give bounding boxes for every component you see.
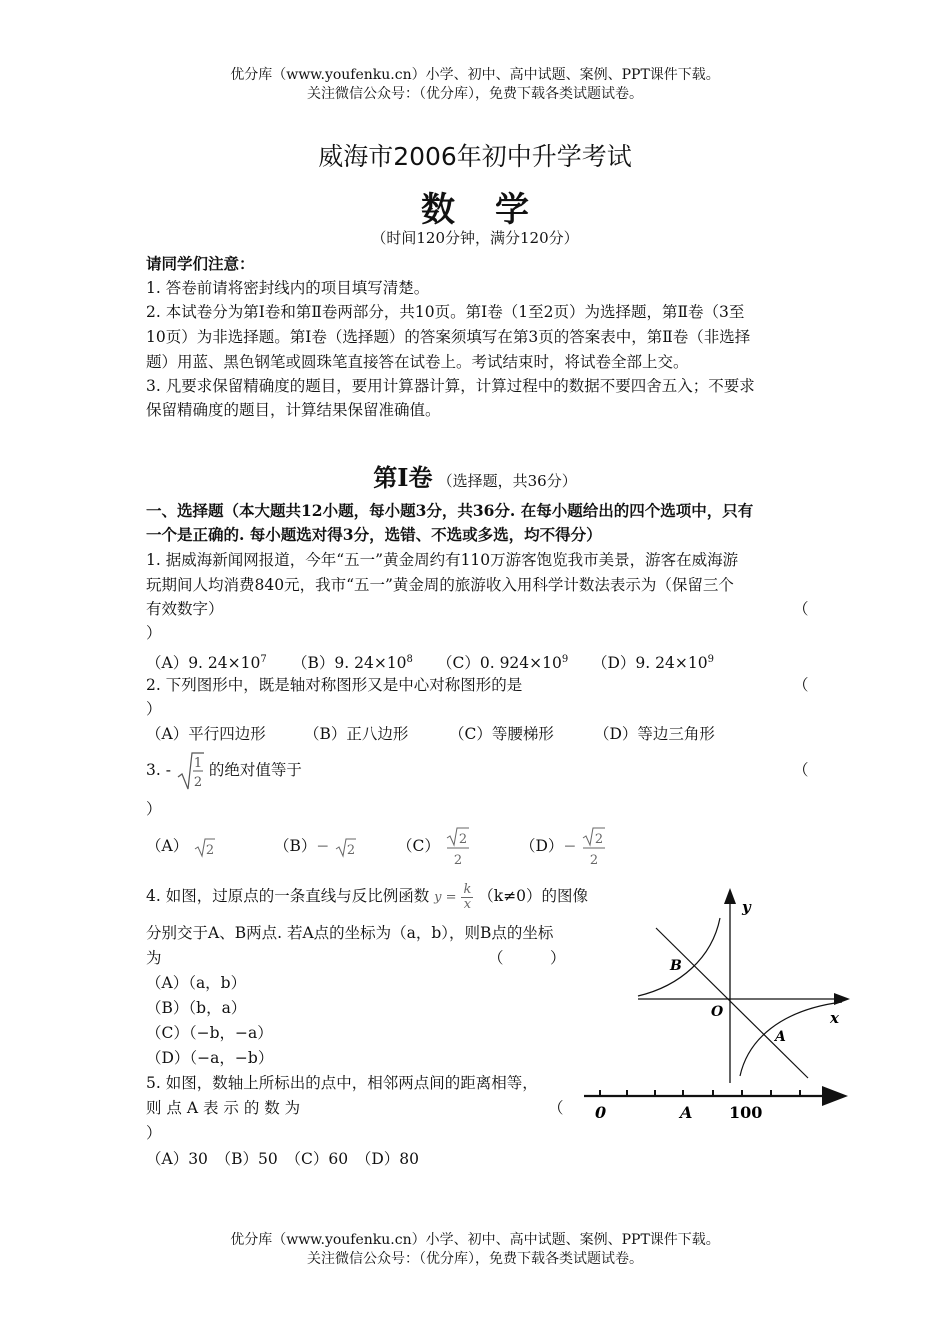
exam-title: 威海市2006年初中升学考试 [318,142,632,171]
q4-stem-line-2: 分别交于A、B两点. 若A点的坐标为（a，b），则B点的坐标 [146,924,554,942]
q1-option-b: （B）9. $24\times 10^8$ [292,654,413,673]
svg-text:2: 2 [206,843,215,858]
q2-option-b: （B）正八边形 [304,725,409,743]
y-axis-arrow [724,888,736,904]
q1-stem-line-3: 有效数字） [146,600,224,618]
point-a-label: A [775,1029,786,1045]
point-b-label: B [670,958,682,974]
q3-option-d: （D）− 2 2 [520,826,607,867]
q3-option-c: （C） 2 2 [397,826,471,867]
q3-option-c-frac [445,827,471,867]
q5-stem-line-2: 则 点 A 表 示 的 数 为 [146,1099,301,1117]
notice-item-2-line-1: 2. 本试卷分为第Ⅰ卷和第Ⅱ卷两部分，共10页。第Ⅰ卷（1至2页）为选择题，第Ⅱ卷（3至 [146,303,745,321]
section-1-intro-line-1: 一、选择题（本大题共12小题，每小题3分，共36分. 在每小题给出的四个选项中，只有 [146,501,754,520]
y-axis-label: y [742,898,751,916]
q1-answer-paren-close: ） [146,624,162,642]
time-note: （时间120分钟，满分120分） [371,229,579,247]
q5-answer-paren-open: （ [548,1099,564,1117]
q1-stem-line-1: 1. 据威海新闻网报道，今年“五一”黄金周约有110万游客饱览我市美景，游客在威海游 [146,551,739,569]
q2-option-d: （D）等边三角形 [594,725,715,743]
label-hundred: 100 [729,1103,763,1122]
q5-stem-line-1: 5. 如图，数轴上所标出的点中，相邻两点间的距离相等， [146,1074,538,1092]
svg-text:2: 2 [590,853,599,867]
notice-heading: 请同学们注意： [146,254,255,273]
q3-option-b: （B）− 2 [274,837,356,858]
q1-option-d: （D）9. $24\times 10^9$ [592,654,714,673]
q3-stem: 3. - 1 2 的绝对值等于 [146,750,302,791]
section-1-intro-line-2: 一个是正确的. 每小题选对得3分，选错、不选或多选，均不得分） [146,525,602,544]
hyperbola-branch-4 [740,1002,842,1076]
q4-option-c: （C）（−b，−a） [146,1024,273,1042]
q2-option-c: （C）等腰梯形 [449,725,554,743]
header-line-2: 关注微信公众号：（优分库），免费下载各类试题试卷。 [307,86,643,102]
section-1-heading [0,458,950,493]
q3-option-a-sqrt [193,836,215,858]
q3-option-a: （A） 2 [146,837,215,858]
q3-frac-den: 2 [193,775,203,790]
q2-option-a: （A）平行四边形 [146,725,266,743]
footer-line-1: 优分库（www.youfenku.cn）小学、初中、高中试题、案例、PPT课件下载。 [230,1232,720,1248]
q5-options: （A）30 （B）50 （C）60 （D）80 [146,1150,420,1168]
q5-number-line [580,1080,850,1125]
footer-line-2: 关注微信公众号：（优分库），免费下载各类试题试卷。 [307,1251,643,1267]
q4-option-b: （B）（b，a） [146,999,247,1017]
notice-item-3-line-1: 3. 凡要求保留精确度的题目，要用计算器计算，计算过程中的数据不要四舍五入；不要求 [146,377,755,395]
notice-item-2-line-3: 题）用蓝、黑色钢笔或圆珠笔直接答在试卷上。考试结束时，将试卷全部上交。 [146,353,689,371]
label-a: A [680,1103,693,1122]
q3-answer-paren-close: ） [146,800,162,818]
q2-answer-paren-open: （ [793,676,809,694]
q4-func-fraction: $\frac{k}{x}$ [463,881,472,912]
q5-answer-paren-close: ） [146,1124,162,1142]
header-line-1: 优分库（www.youfenku.cn）小学、初中、高中试题、案例、PPT课件下载。 [230,67,720,83]
number-line-arrow [822,1086,848,1106]
q3-answer-paren-open: （ [793,761,809,779]
section-1-subtitle: （选择题，共36分） [437,472,577,490]
q4-coordinate-figure [630,888,855,1083]
q4-stem-line-1: 4. 如图，过原点的一条直线与反比例函数 y = $\frac{k}{x}$ （k≠0）的图像 [146,881,589,912]
q1-answer-paren-open: （ [793,600,809,618]
q4-option-a: （A）（a，b） [146,974,247,992]
svg-text:2: 2 [595,832,604,847]
q2-answer-paren-close: ） [146,700,162,718]
notice-item-3-line-2: 保留精确度的题目，计算结果保留准确值。 [146,401,441,419]
q1-stem-line-2: 玩期间人均消费840元，我市“五一”黄金周的旅游收入用科学计数法表示为（保留三个 [146,576,734,594]
svg-text:2: 2 [458,832,467,847]
q4-func-y: y = [434,890,457,905]
svg-text:2: 2 [453,853,462,867]
hyperbola-branch-2 [638,918,720,996]
q4-answer-paren: （ ） [488,949,566,967]
origin-label: O [711,1004,724,1020]
line-through-origin [656,928,808,1078]
notice-item-1: 1. 答卷前请将密封线内的项目填写清楚。 [146,279,430,297]
q3-frac-num: 1 [193,756,203,771]
label-zero: 0 [595,1103,607,1122]
q1-option-a: （A）9. $24\times 10^7$ [146,654,267,673]
q4-stem-line-3: 为 [146,949,162,967]
q3-option-b-sqrt [334,836,356,858]
q2-stem: 2. 下列图形中，既是轴对称图形又是中心对称图形的是 [146,676,523,694]
section-1-title: 第Ⅰ卷 [373,463,433,492]
svg-text:2: 2 [347,843,356,858]
q3-option-d-frac [581,827,607,867]
x-axis-label: x [830,1009,839,1027]
q4-option-d: （D）（−a，−b） [146,1049,274,1067]
notice-item-2-line-2: 10页）为非选择题。第Ⅰ卷（选择题）的答案须填写在第3页的答案表中，第Ⅱ卷（非选择 [146,328,751,346]
q3-radical [176,751,204,791]
exam-subject: 数学 [421,190,569,230]
q1-option-c: （C）0. $924\times 10^9$ [437,654,569,673]
